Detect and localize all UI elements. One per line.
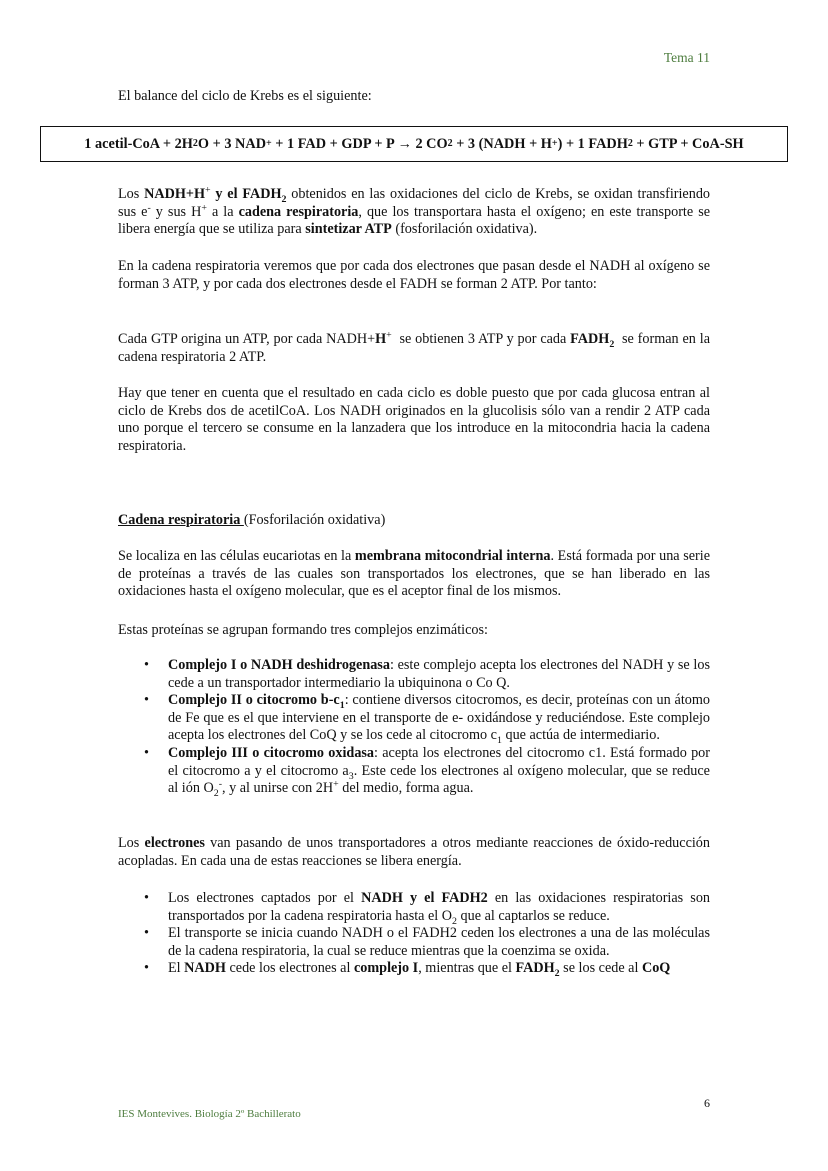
- bullet-icon: •: [144, 890, 149, 906]
- paragraph-atp-yield: En la cadena respiratoria veremos que por cada dos electrones que pasan desde el NADH al oxígeno se forman 3 ATP, y por cada dos electrones desde el FADH se forman 2 ATP. Por tanto:: [118, 258, 710, 292]
- bullet-icon: •: [144, 744, 149, 761]
- paragraph-electrons: Los electrones van pasando de unos transportadores a otros mediante reacciones de óxido-reducción acopladas. En cada una de estas reacciones se libera energía.: [118, 835, 710, 869]
- list-item: • Complejo III o citocromo oxidasa: acepta los electrones del citocromo c1. Está formado por el citocromo a y el citocromo $a_3$. Este cede los electrones al oxígeno molecular, que se reduce al ión $O_2^-$, y al unirse con 2H+ del medio, forma agua.: [144, 744, 710, 799]
- eq-part: ) + 1 FADH: [557, 135, 628, 152]
- page-number: 6: [704, 1096, 710, 1110]
- list-item: • Los electrones captados por el NADH y el FADH2 en las oxidaciones respiratorias son transportados por la cadena respiratoria hasta el $O_2$ que al captarlos se reduce.: [144, 890, 711, 927]
- eq-part: + 3 (NADH + H: [452, 135, 552, 152]
- paragraph-double-result: Hay que tener en cuenta que el resultado en cada ciclo es doble puesto que por cada glucosa entran al ciclo de Krebs dos de acetilCoA. Los NADH originados en la glucolisis sólo van a rendir 2 ATP cada uno porque el tercero se consume en la lanzadera que los introduce en la mitocondria hacia la cadena respiratoria.: [118, 385, 710, 454]
- bullet-icon: •: [144, 925, 149, 942]
- bullet-icon: •: [144, 960, 149, 977]
- page-header: Tema 11: [663, 50, 710, 65]
- paragraph-localization: Se localiza en las células eucariotas en la membrana mitocondrial interna. Está formada por una serie de proteínas a través de las cuales son transportados los electrones, que se han liberado en las oxidaciones hasta el oxígeno molecular, que es el aceptor final de los mismos.: [118, 548, 710, 600]
- bullet-icon: •: [144, 692, 149, 709]
- list-item: • Complejo II o citocromo $b-c_1$: contiene diversos citocromos, es decir, proteínas con un átomo de Fe que es el que interviene en el transporte de e- oxidándose y reduciéndose. Este complejo acepta los electrones del CoQ y se los cede al citocromo $c_1$ que actúa de intermediario.: [144, 692, 710, 747]
- paragraph-complexes-intro: Estas proteínas se agrupan formando tres complejos enzimáticos:: [118, 622, 488, 638]
- eq-part: O + 3 NAD: [197, 135, 267, 152]
- bullet-icon: •: [144, 657, 149, 673]
- eq-part: + GTP + CoA-SH: [632, 135, 744, 152]
- eq-part: 1 acetil-CoA + 2H: [84, 135, 193, 152]
- electron-notes-list: [118, 890, 710, 978]
- section-heading: Cadena respiratoria (Fosforilación oxidativa): [118, 512, 386, 528]
- paragraph-gtp: Cada GTP origina un ATP, por cada NADH+H+ se obtienen 3 ATP y por cada $FADH_2$ se forman en la cadena respiratoria 2 ATP.: [118, 329, 714, 365]
- paragraph-nadh-fadh2: Los NADH+H+ y el $FADH_2$ obtenidos en las oxidaciones del ciclo de Krebs, se oxidan transfiriendo sus e- y sus H+ a la cadena respiratoria, que los transportara hasta el oxígeno; en este transporte se libera energía que se utiliza para sintetizar ATP (fosforilación oxidativa).: [118, 184, 711, 238]
- intro-text: El balance del ciclo de Krebs es el siguiente:: [118, 88, 372, 104]
- complexes-list: [118, 657, 710, 798]
- krebs-balance-equation: 1 acetil-CoA + 2H 2 O + 3 NAD + + 1 FAD + GDP + P → 2 CO 2 + 3 (NADH + H + ) + 1 FADH 2 + GTP + CoA-SH: [40, 126, 788, 162]
- list-item: • El NADH cede los electrones al complejo I, mientras que el $FADH_2$ se los cede al CoQ: [144, 960, 671, 980]
- eq-part: + 1 FAD + GDP + P → 2 CO: [271, 135, 448, 152]
- list-item: • El transporte se inicia cuando NADH o el FADH2 ceden los electrones a una de las moléculas de la cadena respiratoria, la cual se reduce mientras que la coenzima se oxida.: [144, 925, 710, 959]
- page-footer: IES Montevives. Biología 2º Bachillerato: [118, 1108, 301, 1120]
- list-item: • Complejo I o NADH deshidrogenasa: este complejo acepta los electrones del NADH y se los cede a un transportador intermediario la ubiquinona o Co Q.: [144, 657, 710, 691]
